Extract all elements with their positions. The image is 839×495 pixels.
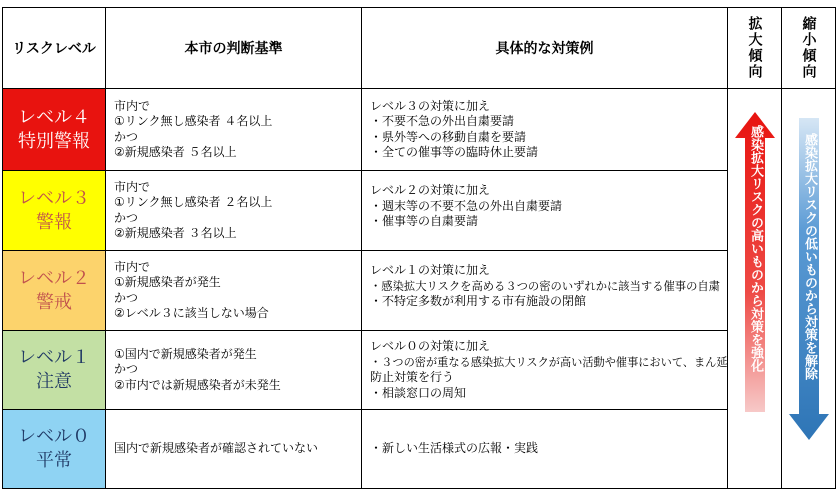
criteria-line: ①新規感染者が発生 bbox=[114, 275, 221, 289]
criteria-cell-1 bbox=[105, 330, 362, 410]
measures-cell-1 bbox=[361, 330, 728, 410]
measure-line: ・感染拡大リスクを高める３つの密のいずれかに該当する催事の自粛 bbox=[370, 279, 720, 293]
measure-line: レベル１の対策に加え bbox=[370, 263, 491, 277]
level-label: 特別警報 bbox=[18, 130, 90, 152]
measures-cell-4 bbox=[361, 88, 728, 171]
header-expand: 拡大傾向 bbox=[727, 7, 782, 89]
measure-line: レベル３の対策に加え bbox=[370, 98, 491, 113]
measure-line: レベル２の対策に加え bbox=[370, 183, 491, 197]
expand-arrow-text: 感染拡大リスクの高いものから対策を強化 bbox=[748, 125, 763, 372]
level-name: レベル４ bbox=[18, 106, 90, 128]
criteria-line: かつ bbox=[114, 129, 139, 144]
header-shrink: 縮小傾向 bbox=[781, 7, 836, 89]
measure-line: ・県外等への移動自粛を要請 bbox=[370, 129, 527, 144]
measure-line: ・３つの密が重なる感染拡大リスクが高い活動や催事において、まん延 bbox=[370, 355, 728, 369]
measures-cell-2 bbox=[361, 250, 728, 331]
measure-line: ・催事等の自粛要請 bbox=[370, 214, 479, 228]
level-cell-4 bbox=[2, 88, 106, 171]
shrink-arrow-text: 感染拡大リスクの低いものから対策を解除 bbox=[802, 133, 817, 380]
criteria-line: 国内で新規感染者が確認されていない bbox=[114, 441, 319, 456]
criteria-line: 市内で bbox=[114, 179, 151, 194]
level-label: 警戒 bbox=[36, 291, 72, 313]
measure-line: ・週末等の不要不急の外出自粛要請 bbox=[370, 198, 563, 213]
level-label: 警報 bbox=[36, 211, 72, 233]
level-name: レベル０ bbox=[18, 426, 90, 447]
criteria-line: 市内で bbox=[114, 259, 151, 274]
criteria-cell-4 bbox=[105, 88, 362, 171]
level-cell-0 bbox=[2, 409, 106, 489]
criteria-line: かつ bbox=[114, 290, 139, 305]
criteria-line: ②レベル３に該当しない場合 bbox=[114, 306, 269, 320]
level-name: レベル１ bbox=[18, 347, 90, 368]
header-criteria: 本市の判断基準 bbox=[105, 7, 362, 89]
level-name: レベル３ bbox=[18, 187, 90, 209]
measures-cell-0 bbox=[361, 409, 728, 489]
measure-line: ・全ての催事等の臨時休止要請 bbox=[370, 145, 539, 159]
level-name: レベル２ bbox=[18, 267, 90, 289]
measure-line: ・新しい生活様式の広報・実践 bbox=[370, 441, 539, 456]
measure-line: ・不特定多数が利用する市有施設の閉館 bbox=[370, 294, 587, 308]
criteria-line: かつ bbox=[114, 362, 139, 377]
criteria-line: ①国内で新規感染者が発生 bbox=[114, 346, 257, 361]
measures-cell-3 bbox=[361, 170, 728, 251]
criteria-cell-0 bbox=[105, 409, 362, 489]
criteria-line: ①リンク無し感染者 ２名以上 bbox=[114, 195, 273, 209]
measure-line: ・相談窓口の周知 bbox=[370, 385, 467, 400]
criteria-line: かつ bbox=[114, 210, 139, 225]
criteria-line: 市内で bbox=[114, 98, 151, 113]
level-cell-1 bbox=[2, 330, 106, 410]
level-label: 注意 bbox=[36, 371, 72, 392]
criteria-line: ①リンク無し感染者 ４名以上 bbox=[114, 114, 273, 128]
level-label: 平常 bbox=[36, 450, 72, 471]
criteria-line: ②市内では新規感染者が未発生 bbox=[114, 377, 281, 392]
criteria-cell-2 bbox=[105, 250, 362, 331]
header-measures: 具体的な対策例 bbox=[361, 7, 728, 89]
measure-line: ・不要不急の外出自粛要請 bbox=[370, 114, 515, 128]
criteria-cell-3 bbox=[105, 170, 362, 251]
header-risk-level: リスクレベル bbox=[2, 7, 106, 89]
level-cell-3 bbox=[2, 170, 106, 251]
measure-line: レベル０の対策に加え bbox=[370, 339, 491, 353]
measure-line: 防止対策を行う bbox=[370, 370, 455, 384]
level-cell-2 bbox=[2, 250, 106, 331]
criteria-line: ②新規感染者 ３名以上 bbox=[114, 226, 237, 240]
criteria-line: ②新規感染者 ５名以上 bbox=[114, 145, 237, 159]
